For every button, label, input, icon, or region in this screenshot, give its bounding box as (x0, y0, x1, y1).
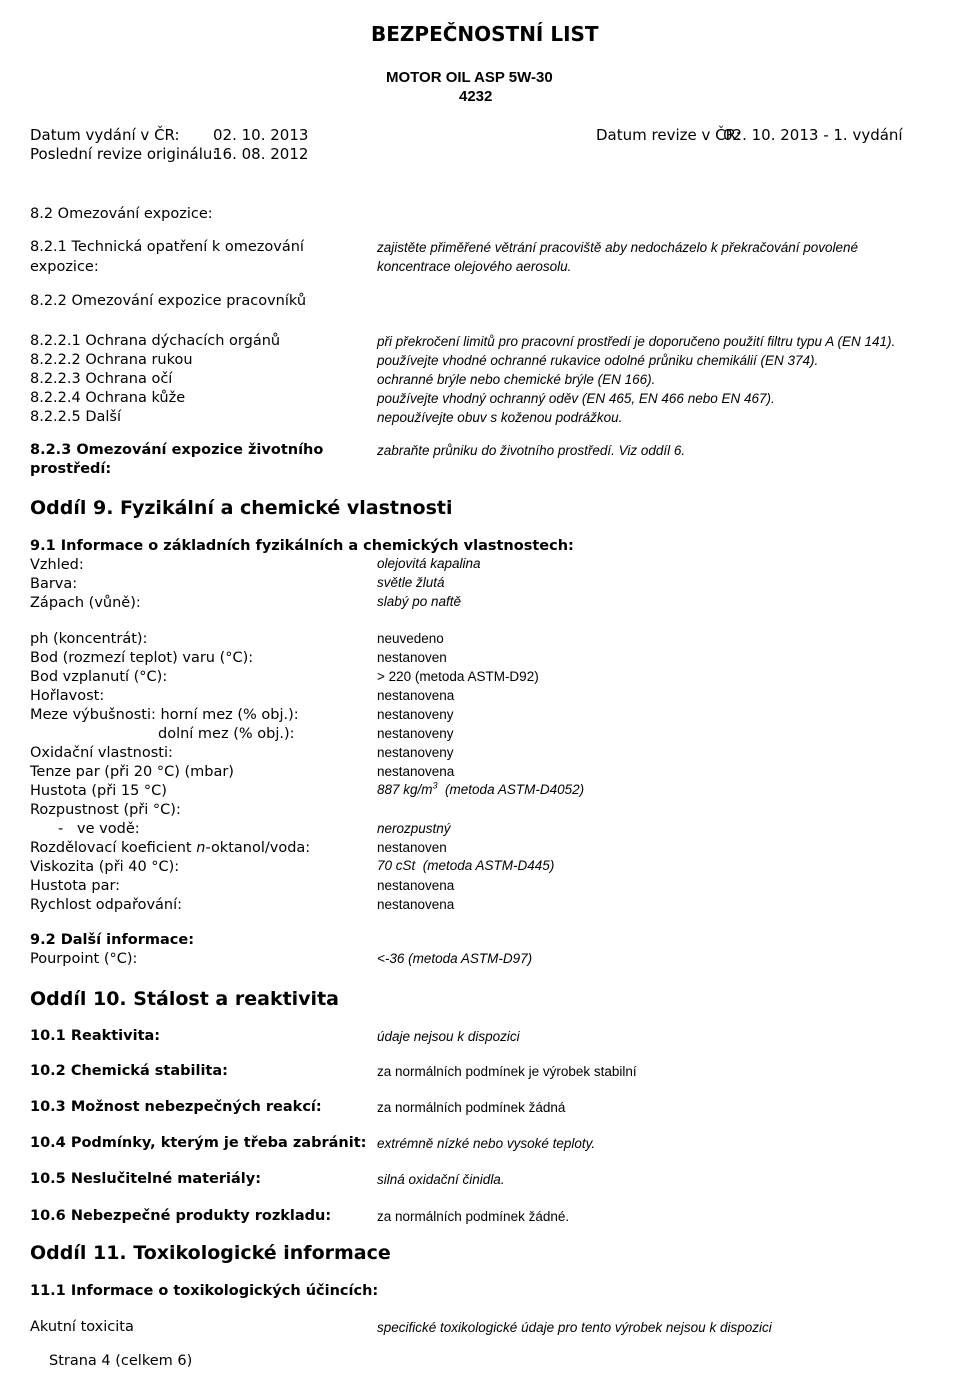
property-value: nestanovena (377, 764, 455, 779)
property-value (377, 780, 584, 799)
property-label: Hustota par: (30, 878, 121, 894)
property-label: dolní mez (% obj.): (158, 726, 295, 742)
product-name: MOTOR OIL ASP 5W-30 (386, 69, 553, 86)
section-8-2-3-label-line1: 8.2.3 Omezování expozice životního (30, 442, 324, 458)
section-8-2-1-value-line1: zajistěte přiměřené větrání pracoviště aby nedocházelo k překračování povolené (377, 240, 859, 255)
section-8-2-1-label-line2: expozice: (30, 259, 99, 275)
property-label: Bod vzplanutí (°C): (30, 669, 168, 685)
partition-label-post: -oktanol/voda: (205, 840, 311, 856)
ppe-value: ochranné brýle nebo chemické brýle (EN 166). (377, 372, 656, 387)
property-label: Bod (rozmezí teplot) varu (°C): (30, 650, 254, 666)
pourpoint-label: Pourpoint (°C): (30, 951, 138, 967)
section-8-2-2-heading: 8.2.2 Omezování expozice pracovníků (30, 293, 307, 309)
property-value: olejovitá kapalina (377, 556, 481, 571)
property-value: nerozpustný (377, 821, 451, 836)
property-label: Viskozita (při 40 °C): (30, 859, 180, 875)
stability-label: 10.5 Neslučitelné materiály: (30, 1171, 262, 1187)
property-label: Hořlavost: (30, 688, 105, 704)
section-8-2-1-label-line1: 8.2.1 Technická opatření k omezování (30, 239, 304, 255)
stability-label: 10.6 Nebezpečné produkty rozkladu: (30, 1208, 332, 1224)
ppe-value: nepoužívejte obuv s koženou podrážkou. (377, 410, 623, 425)
density-method: (metoda ASTM-D4052) (437, 782, 585, 797)
stability-label: 10.1 Reaktivita: (30, 1028, 161, 1044)
property-value: nestanoven (377, 840, 447, 855)
revision-value: 02. 10. 2013 - 1. vydání (723, 126, 903, 144)
stability-value: údaje nejsou k dispozici (377, 1029, 520, 1044)
property-label: Hustota (při 15 °C) (30, 783, 167, 799)
section-8-2-1-value-line2: koncentrace olejového aerosolu. (377, 259, 572, 274)
ppe-label: 8.2.2.1 Ochrana dýchacích orgánů (30, 333, 281, 349)
property-label: Rozpustnost (při °C): (30, 802, 181, 818)
property-value: neuvedeno (377, 631, 444, 646)
stability-value: za normálních podmínek žádná (377, 1100, 566, 1115)
stability-value: za normálních podmínek je výrobek stabilní (377, 1064, 637, 1079)
section-11-heading: Oddíl 11. Toxikologické informace (30, 1242, 391, 1264)
original-revision-label: Poslední revize originálu: (30, 145, 218, 163)
ppe-label: 8.2.2.3 Ochrana očí (30, 371, 173, 387)
property-value: nestanoveny (377, 707, 454, 722)
section-8-2-3-value: zabraňte průniku do životního prostředí. Viz oddíl 6. (377, 443, 686, 458)
property-label: - ve vodě: (58, 821, 140, 837)
ppe-value: při překročení limitů pro pracovní prostředí je doporučeno použití filtru typu A (EN 141). (377, 334, 896, 349)
density-value: 887 kg/m (377, 782, 433, 797)
property-value: nestanoven (377, 650, 447, 665)
stability-label: 10.3 Možnost nebezpečných reakcí: (30, 1099, 322, 1115)
property-label: Zápach (vůně): (30, 595, 141, 611)
ppe-label: 8.2.2.2 Ochrana rukou (30, 352, 193, 368)
pourpoint-value: <-36 (metoda ASTM-D97) (377, 951, 533, 966)
document-title: BEZPEČNOSTNÍ LIST (371, 22, 599, 46)
property-label: Tenze par (při 20 °C) (mbar) (30, 764, 234, 780)
property-label: Oxidační vlastnosti: (30, 745, 173, 761)
property-label: ph (koncentrát): (30, 631, 148, 647)
ppe-label: 8.2.2.4 Ochrana kůže (30, 390, 186, 406)
property-value: světle žlutá (377, 575, 445, 590)
partition-label-pre: Rozdělovací koeficient (30, 840, 197, 856)
acute-toxicity-value: specifické toxikologické údaje pro tento výrobek nejsou k dispozici (377, 1320, 772, 1335)
property-label (30, 839, 310, 858)
property-label: Barva: (30, 576, 78, 592)
property-value: > 220 (metoda ASTM-D92) (377, 669, 539, 684)
issue-date-label: Datum vydání v ČR: (30, 126, 180, 144)
ppe-value: používejte vhodné ochranné rukavice odolné průniku chemikálií (EN 374). (377, 353, 819, 368)
stability-value: za normálních podmínek žádné. (377, 1209, 570, 1224)
acute-toxicity-label: Akutní toxicita (30, 1319, 134, 1335)
property-value: 70 cSt (metoda ASTM-D445) (377, 858, 555, 873)
ppe-label: 8.2.2.5 Další (30, 409, 122, 425)
density-superscript: 3 (432, 780, 438, 791)
property-value: nestanovena (377, 878, 455, 893)
property-value: slabý po naftě (377, 594, 462, 609)
revision-label: Datum revize v ČR: (596, 126, 741, 144)
property-value: nestanovena (377, 897, 455, 912)
partition-label-italic: n (196, 840, 206, 856)
property-value: nestanovena (377, 688, 455, 703)
property-value: nestanoveny (377, 745, 454, 760)
section-10-heading: Oddíl 10. Stálost a reaktivita (30, 988, 339, 1010)
stability-value: silná oxidační činidla. (377, 1172, 505, 1187)
stability-label: 10.2 Chemická stabilita: (30, 1063, 228, 1079)
issue-date: 02. 10. 2013 (213, 126, 309, 144)
section-9-heading: Oddíl 9. Fyzikální a chemické vlastnosti (30, 497, 453, 519)
page-number: Strana 4 (celkem 6) (49, 1353, 193, 1369)
section-9-1-heading: 9.1 Informace o základních fyzikálních a chemických vlastnostech: (30, 538, 574, 554)
ppe-value: používejte vhodný ochranný oděv (EN 465, EN 466 nebo EN 467). (377, 391, 775, 406)
property-label: Vzhled: (30, 557, 84, 573)
stability-label: 10.4 Podmínky, kterým je třeba zabránit: (30, 1135, 367, 1151)
property-value: nestanoveny (377, 726, 454, 741)
section-9-2-heading: 9.2 Další informace: (30, 932, 195, 948)
product-code: 4232 (459, 88, 493, 105)
original-revision-date: 16. 08. 2012 (213, 145, 309, 163)
stability-value: extrémně nízké nebo vysoké teploty. (377, 1136, 596, 1151)
section-11-1-heading: 11.1 Informace o toxikologických účincích: (30, 1283, 379, 1299)
section-8-2-heading: 8.2 Omezování expozice: (30, 206, 213, 222)
property-label: Meze výbušnosti: horní mez (% obj.): (30, 707, 299, 723)
section-8-2-3-label-line2: prostředí: (30, 461, 112, 477)
property-label: Rychlost odpařování: (30, 897, 183, 913)
